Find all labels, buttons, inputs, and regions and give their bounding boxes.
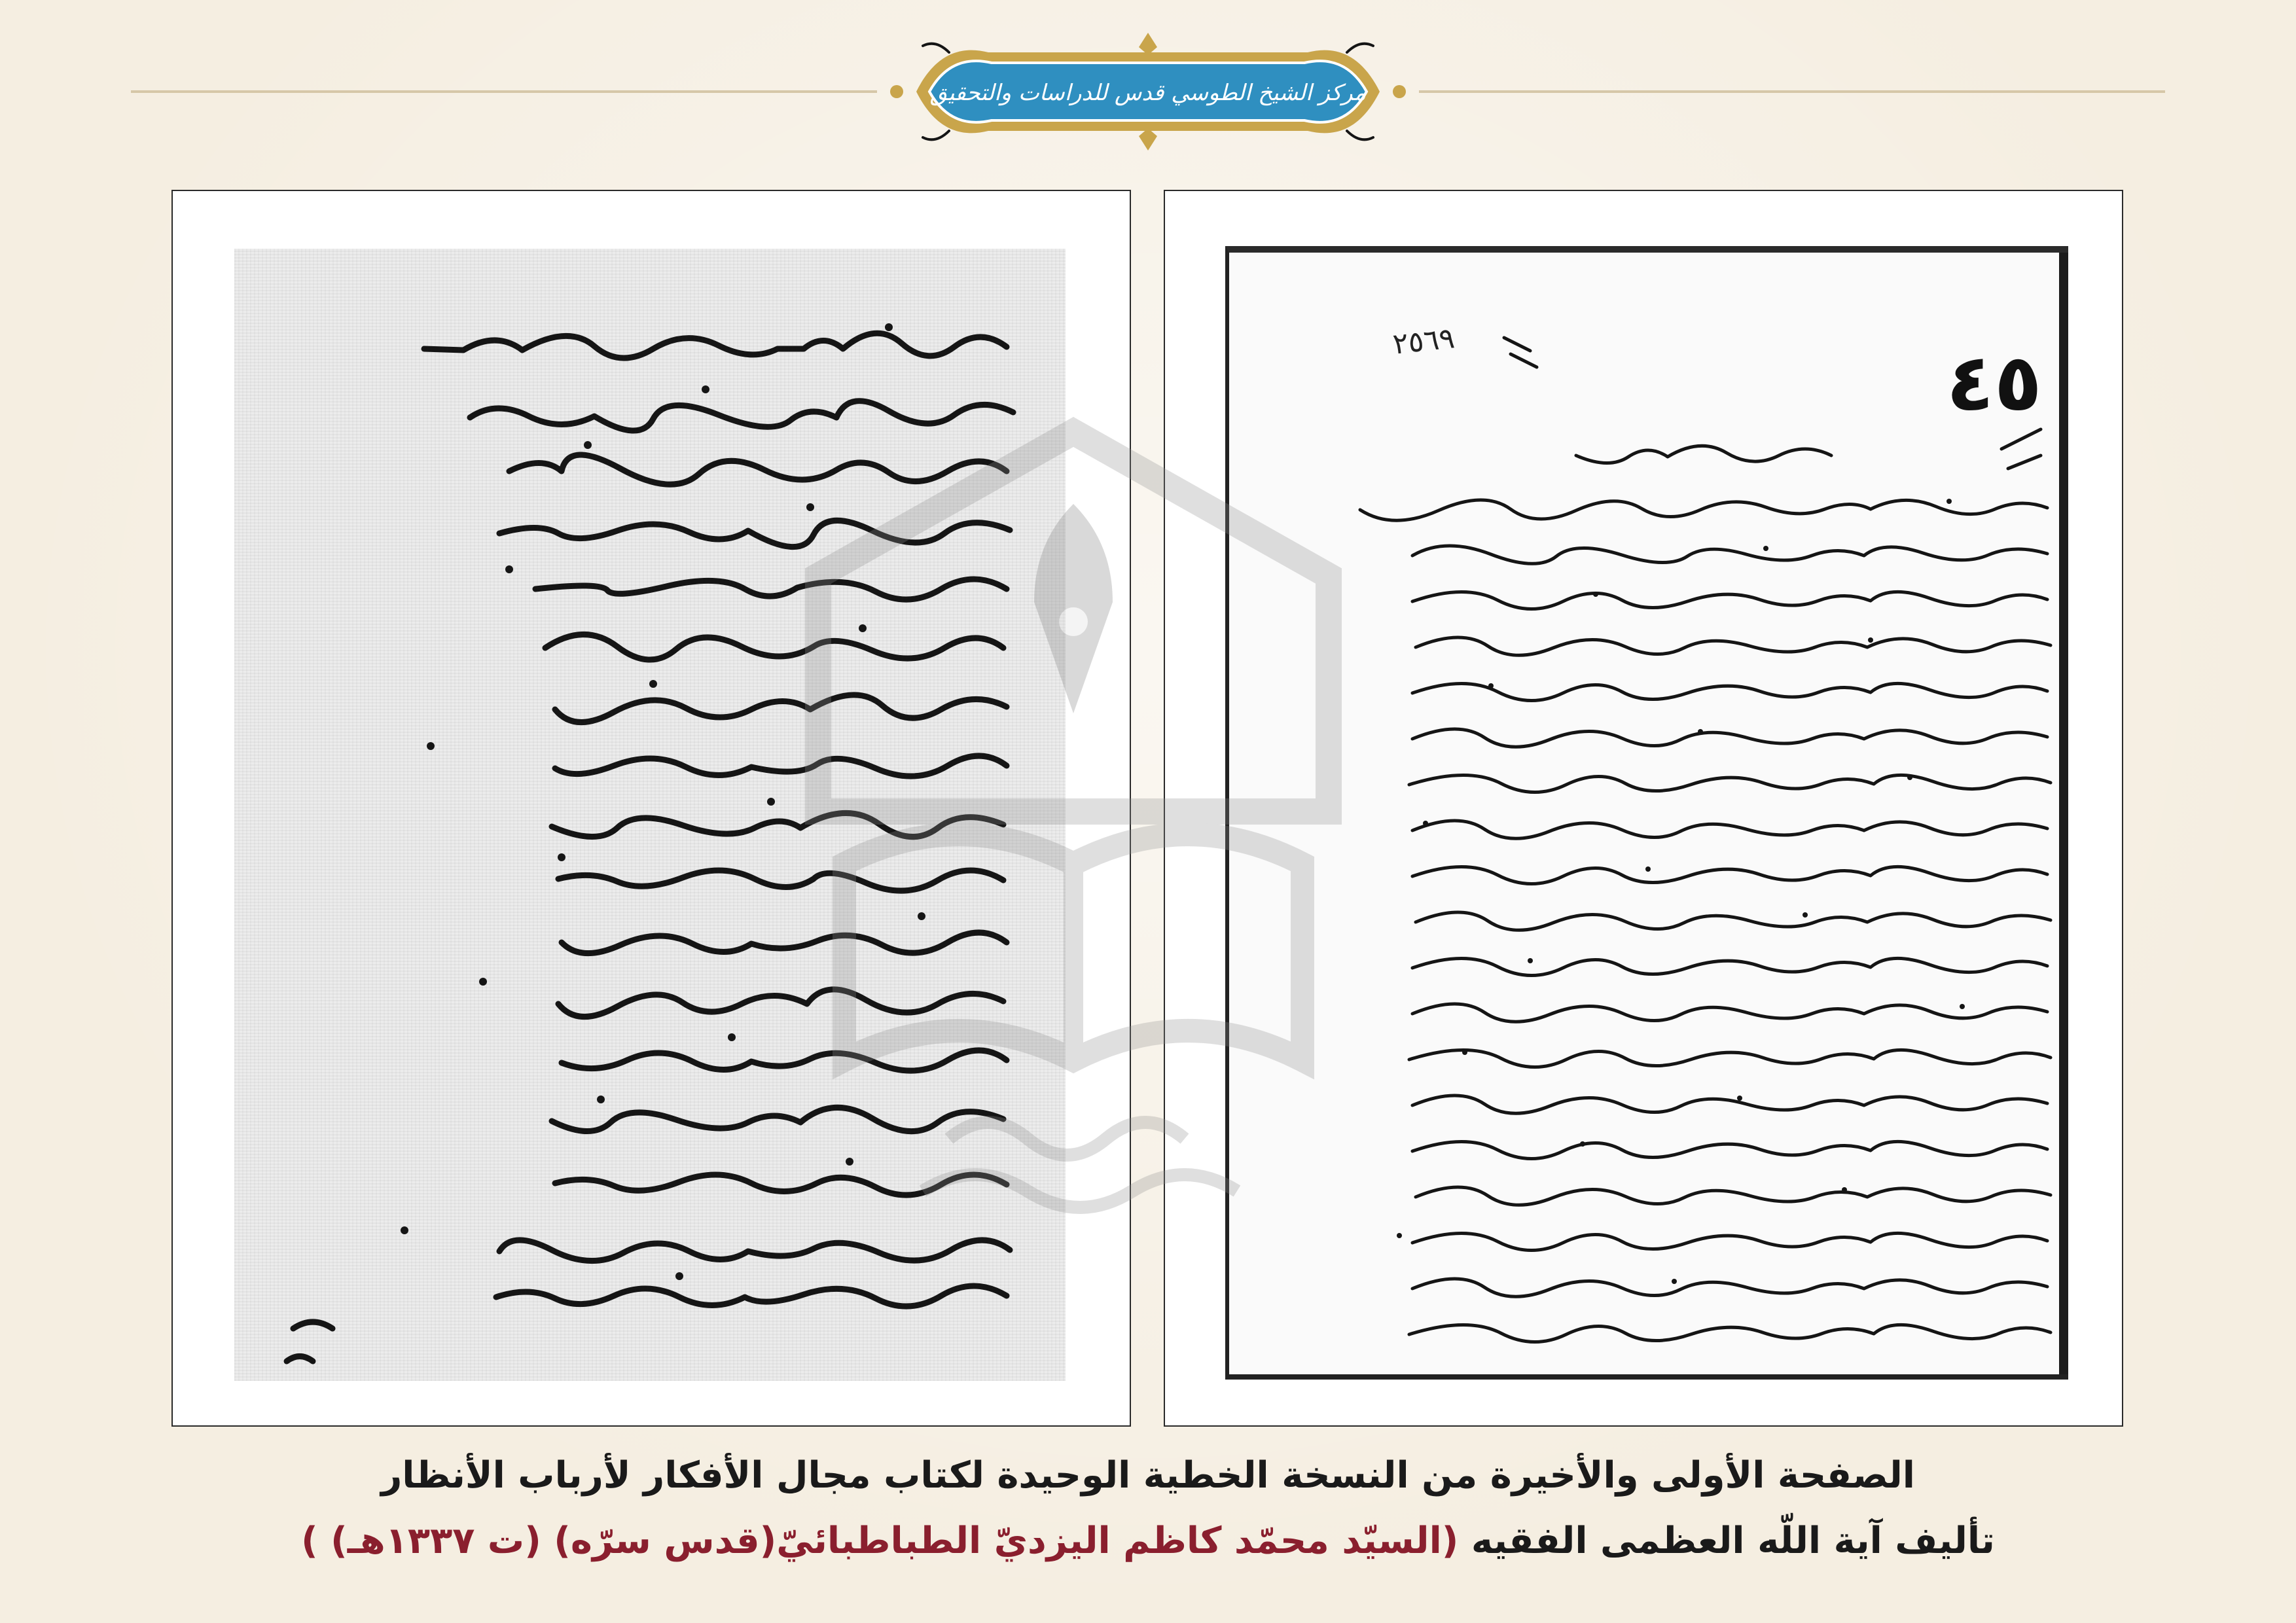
page-edge-shadow: [2059, 253, 2068, 1380]
caption-line-title: الصفحة الأولى والأخيرة من النسخة الخطية الوحيدة لكتاب مجال الأفكار لأرباب الأنظار: [381, 1454, 1915, 1497]
center-name: مركز الشيخ الطوسي قدس للدراسات والتحقيق: [929, 80, 1367, 106]
header-rule-left: [131, 90, 877, 93]
caption-author-name: (السيّد محمّد كاظم اليزديّ الطباطبائيّ(قدس سرّه) (ت ١٣٣٧هـ) ): [301, 1520, 1459, 1562]
caption-author-prefix: تأليف آية اللّه العظمى الفقيه: [1471, 1520, 1995, 1562]
page-bottom-shadow: [1229, 1374, 2068, 1380]
book-pen-watermark-icon: [753, 406, 1394, 1230]
folio-number: ٤٥: [1946, 338, 2042, 429]
caption-line-author: [0, 1520, 2296, 1562]
header-rule-right: [1419, 90, 2165, 93]
header-cartouche: [877, 26, 1419, 157]
catalog-number: ٢٥٦٩: [1391, 321, 1456, 361]
center-watermark-logo: [753, 406, 1394, 1230]
